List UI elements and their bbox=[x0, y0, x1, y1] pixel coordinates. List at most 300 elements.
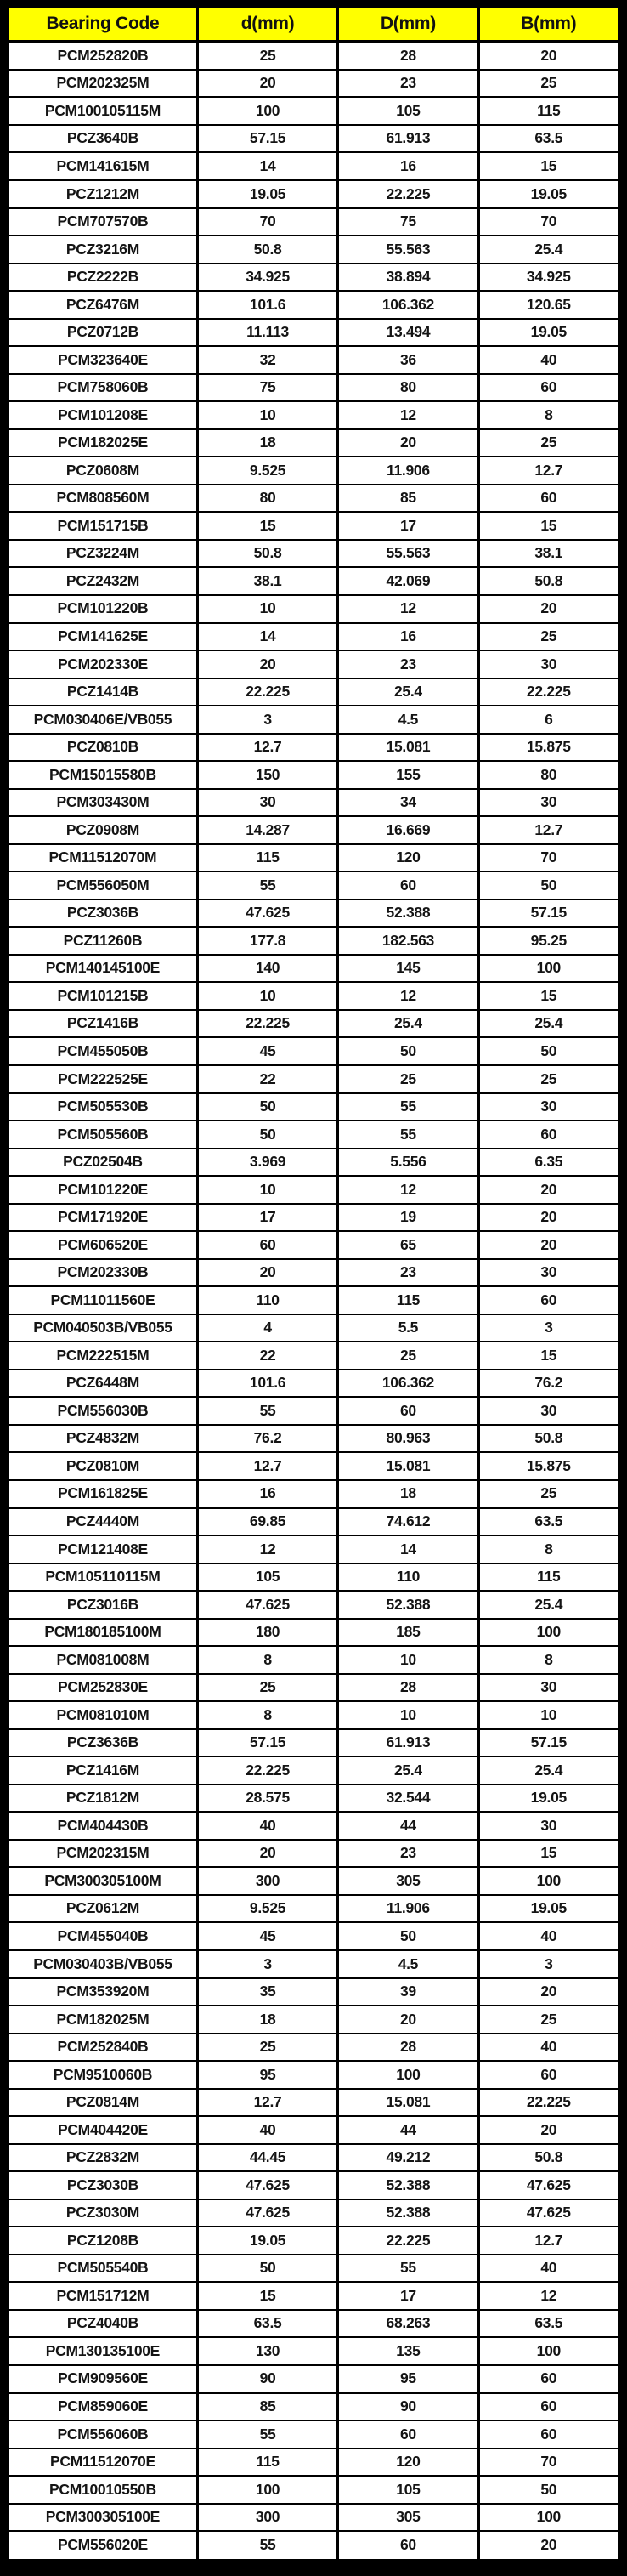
table-row bbox=[8, 2061, 619, 2089]
table-row bbox=[8, 982, 619, 1010]
cell-d-mm: 15 bbox=[197, 512, 337, 540]
cell-d-mm: 20 bbox=[197, 1840, 337, 1868]
cell-B-mm: 60 bbox=[478, 1121, 619, 1149]
cell-D-mm: 95 bbox=[338, 2365, 478, 2393]
table-row bbox=[8, 235, 619, 264]
cell-d-mm: 20 bbox=[197, 650, 337, 678]
cell-d-mm: 300 bbox=[197, 2504, 337, 2532]
cell-D-mm: 52.388 bbox=[338, 899, 478, 928]
cell-D-mm: 10 bbox=[338, 1646, 478, 1674]
cell-d-mm: 75 bbox=[197, 374, 337, 402]
cell-bearing-code: PCZ3030M bbox=[8, 2199, 198, 2227]
cell-B-mm: 19.05 bbox=[478, 1784, 619, 1813]
table-row bbox=[8, 1922, 619, 1950]
cell-d-mm: 50 bbox=[197, 1121, 337, 1149]
table-row bbox=[8, 1701, 619, 1729]
table-row bbox=[8, 789, 619, 817]
table-row bbox=[8, 457, 619, 485]
cell-D-mm: 38.894 bbox=[338, 264, 478, 292]
cell-D-mm: 52.388 bbox=[338, 1591, 478, 1619]
cell-B-mm: 100 bbox=[478, 1619, 619, 1647]
cell-B-mm: 115 bbox=[478, 97, 619, 125]
cell-bearing-code: PCM859060E bbox=[8, 2393, 198, 2421]
cell-D-mm: 55 bbox=[338, 1121, 478, 1149]
cell-D-mm: 20 bbox=[338, 429, 478, 457]
table-row bbox=[8, 2282, 619, 2310]
table-row bbox=[8, 2504, 619, 2532]
cell-D-mm: 12 bbox=[338, 595, 478, 623]
cell-B-mm: 30 bbox=[478, 650, 619, 678]
cell-D-mm: 16 bbox=[338, 623, 478, 651]
cell-d-mm: 115 bbox=[197, 844, 337, 872]
cell-B-mm: 6 bbox=[478, 706, 619, 734]
cell-bearing-code: PCM556060B bbox=[8, 2420, 198, 2448]
cell-bearing-code: PCZ3216M bbox=[8, 235, 198, 264]
table-row bbox=[8, 1674, 619, 1702]
table-row bbox=[8, 706, 619, 734]
cell-D-mm: 17 bbox=[338, 2282, 478, 2310]
cell-bearing-code: PCZ3036B bbox=[8, 899, 198, 928]
cell-B-mm: 40 bbox=[478, 2255, 619, 2283]
cell-D-mm: 12 bbox=[338, 982, 478, 1010]
cell-d-mm: 10 bbox=[197, 1176, 337, 1204]
table-row bbox=[8, 1840, 619, 1868]
header-D-mm: D(mm) bbox=[338, 7, 478, 42]
cell-bearing-code: PCM455050B bbox=[8, 1037, 198, 1065]
cell-D-mm: 145 bbox=[338, 955, 478, 983]
cell-D-mm: 28 bbox=[338, 1674, 478, 1702]
table-row bbox=[8, 871, 619, 899]
cell-D-mm: 182.563 bbox=[338, 927, 478, 955]
cell-B-mm: 100 bbox=[478, 2337, 619, 2365]
cell-bearing-code: PCZ1416B bbox=[8, 1010, 198, 1038]
cell-bearing-code: PCM140145100E bbox=[8, 955, 198, 983]
table-row bbox=[8, 1425, 619, 1453]
table-row bbox=[8, 650, 619, 678]
table-row bbox=[8, 42, 619, 70]
table-row bbox=[8, 2448, 619, 2477]
cell-B-mm: 15 bbox=[478, 982, 619, 1010]
cell-d-mm: 45 bbox=[197, 1037, 337, 1065]
cell-d-mm: 90 bbox=[197, 2365, 337, 2393]
cell-d-mm: 10 bbox=[197, 982, 337, 1010]
cell-bearing-code: PCM081010M bbox=[8, 1701, 198, 1729]
cell-d-mm: 110 bbox=[197, 1286, 337, 1314]
cell-D-mm: 5.556 bbox=[338, 1149, 478, 1177]
cell-d-mm: 25 bbox=[197, 2034, 337, 2062]
table-row bbox=[8, 1065, 619, 1093]
cell-B-mm: 30 bbox=[478, 1812, 619, 1840]
cell-bearing-code: PCM252840B bbox=[8, 2034, 198, 2062]
table-row bbox=[8, 899, 619, 928]
table-row bbox=[8, 1895, 619, 1923]
cell-D-mm: 19 bbox=[338, 1204, 478, 1232]
cell-d-mm: 22.225 bbox=[197, 678, 337, 706]
cell-D-mm: 10 bbox=[338, 1701, 478, 1729]
cell-bearing-code: PCM100105115M bbox=[8, 97, 198, 125]
header-bearing-code: Bearing Code bbox=[8, 7, 198, 42]
cell-B-mm: 40 bbox=[478, 346, 619, 374]
cell-B-mm: 12.7 bbox=[478, 816, 619, 844]
table-row bbox=[8, 1591, 619, 1619]
cell-d-mm: 22 bbox=[197, 1065, 337, 1093]
cell-B-mm: 25 bbox=[478, 429, 619, 457]
table-row bbox=[8, 1508, 619, 1536]
cell-D-mm: 305 bbox=[338, 2504, 478, 2532]
cell-d-mm: 15 bbox=[197, 2282, 337, 2310]
cell-D-mm: 28 bbox=[338, 42, 478, 70]
table-row bbox=[8, 2227, 619, 2255]
table-row bbox=[8, 2006, 619, 2034]
table-row bbox=[8, 1452, 619, 1480]
cell-D-mm: 90 bbox=[338, 2393, 478, 2421]
cell-bearing-code: PCM141625E bbox=[8, 623, 198, 651]
cell-B-mm: 10 bbox=[478, 1701, 619, 1729]
cell-D-mm: 155 bbox=[338, 761, 478, 789]
cell-B-mm: 15 bbox=[478, 1840, 619, 1868]
table-row bbox=[8, 1093, 619, 1121]
cell-d-mm: 3 bbox=[197, 1950, 337, 1978]
cell-B-mm: 19.05 bbox=[478, 180, 619, 208]
cell-bearing-code: PCZ0908M bbox=[8, 816, 198, 844]
cell-d-mm: 47.625 bbox=[197, 899, 337, 928]
cell-D-mm: 25.4 bbox=[338, 1756, 478, 1784]
cell-D-mm: 20 bbox=[338, 2006, 478, 2034]
cell-B-mm: 8 bbox=[478, 1535, 619, 1563]
cell-d-mm: 55 bbox=[197, 2531, 337, 2560]
cell-bearing-code: PCM202330B bbox=[8, 1259, 198, 1287]
cell-d-mm: 11.113 bbox=[197, 319, 337, 347]
cell-B-mm: 50 bbox=[478, 1037, 619, 1065]
cell-D-mm: 11.906 bbox=[338, 457, 478, 485]
cell-d-mm: 50 bbox=[197, 2255, 337, 2283]
cell-B-mm: 60 bbox=[478, 2061, 619, 2089]
cell-D-mm: 49.212 bbox=[338, 2144, 478, 2172]
cell-B-mm: 25 bbox=[478, 70, 619, 98]
header-B-mm: B(mm) bbox=[478, 7, 619, 42]
table-row bbox=[8, 2144, 619, 2172]
cell-bearing-code: PCM081008M bbox=[8, 1646, 198, 1674]
table-row bbox=[8, 374, 619, 402]
cell-bearing-code: PCM707570B bbox=[8, 208, 198, 236]
cell-D-mm: 23 bbox=[338, 1259, 478, 1287]
cell-bearing-code: PCM202330E bbox=[8, 650, 198, 678]
cell-d-mm: 22.225 bbox=[197, 1756, 337, 1784]
cell-bearing-code: PCM505540B bbox=[8, 2255, 198, 2283]
cell-B-mm: 19.05 bbox=[478, 1895, 619, 1923]
cell-d-mm: 57.15 bbox=[197, 1729, 337, 1757]
cell-bearing-code: PCM300305100M bbox=[8, 1867, 198, 1895]
cell-bearing-code: PCZ6448M bbox=[8, 1370, 198, 1398]
table-row bbox=[8, 125, 619, 153]
cell-B-mm: 20 bbox=[478, 42, 619, 70]
cell-d-mm: 35 bbox=[197, 1978, 337, 2006]
table-row bbox=[8, 734, 619, 762]
cell-B-mm: 12.7 bbox=[478, 2227, 619, 2255]
cell-B-mm: 120.65 bbox=[478, 291, 619, 319]
cell-bearing-code: PCM151712M bbox=[8, 2282, 198, 2310]
cell-B-mm: 25.4 bbox=[478, 235, 619, 264]
cell-d-mm: 12 bbox=[197, 1535, 337, 1563]
cell-d-mm: 101.6 bbox=[197, 291, 337, 319]
cell-B-mm: 95.25 bbox=[478, 927, 619, 955]
cell-d-mm: 80 bbox=[197, 485, 337, 513]
cell-D-mm: 52.388 bbox=[338, 2199, 478, 2227]
cell-bearing-code: PCM303430M bbox=[8, 789, 198, 817]
cell-D-mm: 18 bbox=[338, 1480, 478, 1508]
cell-bearing-code: PCM182025E bbox=[8, 429, 198, 457]
cell-d-mm: 10 bbox=[197, 401, 337, 429]
table-row bbox=[8, 1729, 619, 1757]
cell-d-mm: 40 bbox=[197, 1812, 337, 1840]
cell-B-mm: 60 bbox=[478, 485, 619, 513]
cell-d-mm: 10 bbox=[197, 595, 337, 623]
cell-bearing-code: PCZ1416M bbox=[8, 1756, 198, 1784]
cell-D-mm: 22.225 bbox=[338, 2227, 478, 2255]
table-row bbox=[8, 1121, 619, 1149]
cell-d-mm: 25 bbox=[197, 42, 337, 70]
cell-bearing-code: PCZ1212M bbox=[8, 180, 198, 208]
cell-B-mm: 115 bbox=[478, 1563, 619, 1592]
cell-d-mm: 130 bbox=[197, 2337, 337, 2365]
cell-D-mm: 100 bbox=[338, 2061, 478, 2089]
cell-D-mm: 25 bbox=[338, 1065, 478, 1093]
cell-bearing-code: PCZ0712B bbox=[8, 319, 198, 347]
table-row bbox=[8, 1010, 619, 1038]
cell-D-mm: 60 bbox=[338, 1397, 478, 1425]
table-row bbox=[8, 1619, 619, 1647]
cell-bearing-code: PCZ3030B bbox=[8, 2171, 198, 2199]
cell-bearing-code: PCM556030B bbox=[8, 1397, 198, 1425]
cell-d-mm: 47.625 bbox=[197, 2199, 337, 2227]
table-row bbox=[8, 761, 619, 789]
cell-d-mm: 9.525 bbox=[197, 457, 337, 485]
cell-D-mm: 110 bbox=[338, 1563, 478, 1592]
cell-D-mm: 60 bbox=[338, 871, 478, 899]
cell-B-mm: 30 bbox=[478, 1093, 619, 1121]
table-row bbox=[8, 152, 619, 180]
cell-d-mm: 19.05 bbox=[197, 2227, 337, 2255]
cell-d-mm: 85 bbox=[197, 2393, 337, 2421]
cell-B-mm: 8 bbox=[478, 1646, 619, 1674]
cell-bearing-code: PCM202315M bbox=[8, 1840, 198, 1868]
cell-bearing-code: PCZ0810M bbox=[8, 1452, 198, 1480]
cell-D-mm: 68.263 bbox=[338, 2310, 478, 2338]
cell-d-mm: 4 bbox=[197, 1314, 337, 1342]
cell-d-mm: 50 bbox=[197, 1093, 337, 1121]
cell-B-mm: 20 bbox=[478, 2531, 619, 2560]
cell-bearing-code: PCM202325M bbox=[8, 70, 198, 98]
cell-D-mm: 120 bbox=[338, 2448, 478, 2477]
cell-B-mm: 20 bbox=[478, 1176, 619, 1204]
cell-D-mm: 15.081 bbox=[338, 2089, 478, 2117]
cell-d-mm: 22.225 bbox=[197, 1010, 337, 1038]
cell-bearing-code: PCZ6476M bbox=[8, 291, 198, 319]
cell-d-mm: 25 bbox=[197, 1674, 337, 1702]
cell-D-mm: 23 bbox=[338, 650, 478, 678]
cell-D-mm: 106.362 bbox=[338, 291, 478, 319]
cell-d-mm: 18 bbox=[197, 2006, 337, 2034]
table-row bbox=[8, 97, 619, 125]
cell-d-mm: 8 bbox=[197, 1646, 337, 1674]
cell-bearing-code: PCZ11260B bbox=[8, 927, 198, 955]
cell-B-mm: 30 bbox=[478, 1259, 619, 1287]
cell-B-mm: 63.5 bbox=[478, 125, 619, 153]
cell-d-mm: 100 bbox=[197, 2476, 337, 2504]
cell-bearing-code: PCM222525E bbox=[8, 1065, 198, 1093]
cell-bearing-code: PCM252820B bbox=[8, 42, 198, 70]
cell-B-mm: 40 bbox=[478, 1922, 619, 1950]
cell-d-mm: 69.85 bbox=[197, 1508, 337, 1536]
cell-bearing-code: PCM11011560E bbox=[8, 1286, 198, 1314]
table-row bbox=[8, 1978, 619, 2006]
cell-B-mm: 50.8 bbox=[478, 2144, 619, 2172]
cell-D-mm: 85 bbox=[338, 485, 478, 513]
cell-D-mm: 34 bbox=[338, 789, 478, 817]
table-row bbox=[8, 2476, 619, 2504]
cell-d-mm: 180 bbox=[197, 1619, 337, 1647]
cell-bearing-code: PCM808560M bbox=[8, 485, 198, 513]
cell-D-mm: 4.5 bbox=[338, 1950, 478, 1978]
cell-d-mm: 115 bbox=[197, 2448, 337, 2477]
cell-bearing-code: PCM10010550B bbox=[8, 2476, 198, 2504]
cell-D-mm: 25.4 bbox=[338, 1010, 478, 1038]
cell-d-mm: 76.2 bbox=[197, 1425, 337, 1453]
cell-d-mm: 12.7 bbox=[197, 734, 337, 762]
cell-d-mm: 60 bbox=[197, 1231, 337, 1259]
table-row bbox=[8, 540, 619, 568]
cell-d-mm: 12.7 bbox=[197, 2089, 337, 2117]
cell-B-mm: 15 bbox=[478, 512, 619, 540]
cell-bearing-code: PCZ0810B bbox=[8, 734, 198, 762]
table-row bbox=[8, 429, 619, 457]
cell-D-mm: 80.963 bbox=[338, 1425, 478, 1453]
cell-bearing-code: PCZ4832M bbox=[8, 1425, 198, 1453]
table-row bbox=[8, 623, 619, 651]
cell-B-mm: 12 bbox=[478, 2282, 619, 2310]
cell-B-mm: 38.1 bbox=[478, 540, 619, 568]
cell-D-mm: 12 bbox=[338, 1176, 478, 1204]
cell-d-mm: 14 bbox=[197, 623, 337, 651]
table-row bbox=[8, 1149, 619, 1177]
table-row bbox=[8, 2089, 619, 2117]
cell-B-mm: 60 bbox=[478, 2420, 619, 2448]
table-row bbox=[8, 180, 619, 208]
cell-bearing-code: PCZ1208B bbox=[8, 2227, 198, 2255]
table-row bbox=[8, 927, 619, 955]
cell-d-mm: 140 bbox=[197, 955, 337, 983]
table-row bbox=[8, 2337, 619, 2365]
cell-B-mm: 25 bbox=[478, 1480, 619, 1508]
cell-D-mm: 80 bbox=[338, 374, 478, 402]
cell-d-mm: 105 bbox=[197, 1563, 337, 1592]
cell-d-mm: 95 bbox=[197, 2061, 337, 2089]
cell-B-mm: 70 bbox=[478, 208, 619, 236]
cell-B-mm: 100 bbox=[478, 1867, 619, 1895]
cell-B-mm: 70 bbox=[478, 844, 619, 872]
cell-bearing-code: PCM909560E bbox=[8, 2365, 198, 2393]
cell-bearing-code: PCM130135100E bbox=[8, 2337, 198, 2365]
table-row bbox=[8, 1314, 619, 1342]
cell-d-mm: 20 bbox=[197, 1259, 337, 1287]
table-row bbox=[8, 955, 619, 983]
cell-B-mm: 57.15 bbox=[478, 899, 619, 928]
cell-bearing-code: PCZ2432M bbox=[8, 567, 198, 595]
cell-D-mm: 115 bbox=[338, 1286, 478, 1314]
bearing-dimension-table bbox=[7, 5, 620, 2561]
table-row bbox=[8, 401, 619, 429]
cell-bearing-code: PCM323640E bbox=[8, 346, 198, 374]
cell-d-mm: 50.8 bbox=[197, 235, 337, 264]
table-row bbox=[8, 2420, 619, 2448]
table-row bbox=[8, 2531, 619, 2560]
table-row bbox=[8, 2365, 619, 2393]
cell-B-mm: 20 bbox=[478, 2116, 619, 2144]
cell-D-mm: 11.906 bbox=[338, 1895, 478, 1923]
cell-D-mm: 120 bbox=[338, 844, 478, 872]
cell-d-mm: 28.575 bbox=[197, 1784, 337, 1813]
table-row bbox=[8, 595, 619, 623]
cell-bearing-code: PCZ0612M bbox=[8, 1895, 198, 1923]
cell-B-mm: 60 bbox=[478, 2365, 619, 2393]
table-row bbox=[8, 1646, 619, 1674]
cell-bearing-code: PCZ02504B bbox=[8, 1149, 198, 1177]
cell-d-mm: 17 bbox=[197, 1204, 337, 1232]
cell-D-mm: 105 bbox=[338, 97, 478, 125]
cell-B-mm: 50.8 bbox=[478, 567, 619, 595]
cell-bearing-code: PCM11512070M bbox=[8, 844, 198, 872]
cell-D-mm: 39 bbox=[338, 1978, 478, 2006]
table-row bbox=[8, 1563, 619, 1592]
cell-D-mm: 135 bbox=[338, 2337, 478, 2365]
cell-bearing-code: PCM105110115M bbox=[8, 1563, 198, 1592]
cell-d-mm: 47.625 bbox=[197, 1591, 337, 1619]
cell-B-mm: 25 bbox=[478, 623, 619, 651]
cell-B-mm: 20 bbox=[478, 1978, 619, 2006]
table-row bbox=[8, 1784, 619, 1813]
cell-d-mm: 45 bbox=[197, 1922, 337, 1950]
cell-d-mm: 70 bbox=[197, 208, 337, 236]
cell-bearing-code: PCM9510060B bbox=[8, 2061, 198, 2089]
cell-bearing-code: PCZ0814M bbox=[8, 2089, 198, 2117]
cell-D-mm: 23 bbox=[338, 1840, 478, 1868]
cell-B-mm: 100 bbox=[478, 955, 619, 983]
cell-B-mm: 25.4 bbox=[478, 1591, 619, 1619]
cell-bearing-code: PCZ4440M bbox=[8, 1508, 198, 1536]
cell-bearing-code: PCM040503B/VB055 bbox=[8, 1314, 198, 1342]
cell-bearing-code: PCZ3640B bbox=[8, 125, 198, 153]
cell-B-mm: 25.4 bbox=[478, 1756, 619, 1784]
cell-bearing-code: PCM161825E bbox=[8, 1480, 198, 1508]
cell-B-mm: 25.4 bbox=[478, 1010, 619, 1038]
cell-D-mm: 52.388 bbox=[338, 2171, 478, 2199]
cell-D-mm: 36 bbox=[338, 346, 478, 374]
cell-D-mm: 55 bbox=[338, 1093, 478, 1121]
cell-d-mm: 3.969 bbox=[197, 1149, 337, 1177]
cell-B-mm: 34.925 bbox=[478, 264, 619, 292]
table-row bbox=[8, 844, 619, 872]
header-d-mm: d(mm) bbox=[197, 7, 337, 42]
cell-B-mm: 50 bbox=[478, 871, 619, 899]
table-row bbox=[8, 512, 619, 540]
table-row bbox=[8, 1756, 619, 1784]
table-row bbox=[8, 2255, 619, 2283]
cell-B-mm: 30 bbox=[478, 1397, 619, 1425]
cell-B-mm: 20 bbox=[478, 1231, 619, 1259]
cell-d-mm: 34.925 bbox=[197, 264, 337, 292]
cell-d-mm: 55 bbox=[197, 2420, 337, 2448]
cell-D-mm: 75 bbox=[338, 208, 478, 236]
